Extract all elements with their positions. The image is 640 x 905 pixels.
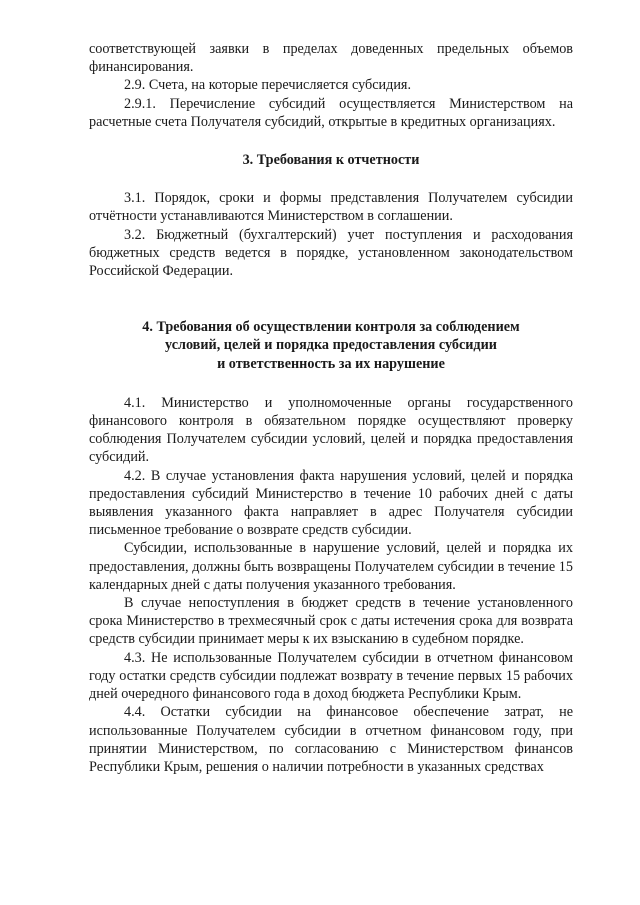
section-4-heading-line-3: и ответственность за их нарушение (217, 355, 445, 372)
paragraph-4-3: 4.3. Не использованные Получателем субсидии в отчетном финансовом году остатки средств субсидии подлежат возврату в течение первых 15 рабочих дней очередного финансового года в доход бюджета Республики Крым. (89, 649, 573, 703)
section-3-heading: 3. Требования к отчетности (242, 152, 420, 169)
document-page (89, 40, 573, 776)
paragraph-continuation: соответствующей заявки в пределах доведенных предельных объемов финансирования. (89, 41, 573, 76)
section-4-heading-line-1: 4. Требования об осуществлении контроля за соблюдением (142, 319, 520, 336)
section-4-heading (89, 318, 573, 373)
section-4-heading-line-2: условий, целей и порядка предоставления субсидии (165, 337, 497, 354)
paragraph-2-9: 2.9. Счета, на которые перечисляется субсидия. (124, 77, 411, 94)
paragraph-4-2-recovery: В случае непоступления в бюджет средств в течение установленного срока Министерство в трехмесячный срок с даты истечения срока для возврата средств субсидии принимает меры к их взысканию в судебном порядке. (89, 595, 573, 648)
paragraph-4-4: 4.4. Остатки субсидии на финансовое обеспечение затрат, не использованные Получателем субсидии в отчетном финансовом году, при принятии Министерством, по согласованию с Министерством финансов Республики Крым, решения о наличии потребности в указанных средствах (89, 704, 573, 775)
paragraph-2-9-1: 2.9.1. Перечисление субсидий осуществляется Министерством на расчетные счета Получателя субсидий, открытые в кредитных организациях. (89, 95, 573, 130)
paragraph-3-2: 3.2. Бюджетный (бухгалтерский) учет поступления и расходования бюджетных средств ведется в порядке, установленном законодательством Российской Федерации. (89, 226, 573, 280)
paragraph-4-2: 4.2. В случае установления факта нарушения условий, целей и порядка предоставления субсидий Министерство в течение 10 рабочих дней с даты выявления указанного факта направляет в адрес Получателя субсидии письменное требование о возврате средств субсидии. (89, 467, 573, 539)
paragraph-4-1: 4.1. Министерство и уполномоченные органы государственного финансового контроля в обязательном порядке осуществляют проверку соблюдения Получателем субсидии условий, целей и порядка предоставления субсидий. (89, 394, 573, 466)
paragraph-4-2-return: Субсидии, использованные в нарушение условий, целей и порядка их предоставления, должны быть возвращены Получателем субсидии в течение 15 календарных дней с даты получения указанного требования. (89, 540, 573, 593)
paragraph-3-1: 3.1. Порядок, сроки и формы представления Получателем субсидии отчётности устанавливаются Министерством в соглашении. (89, 190, 573, 225)
